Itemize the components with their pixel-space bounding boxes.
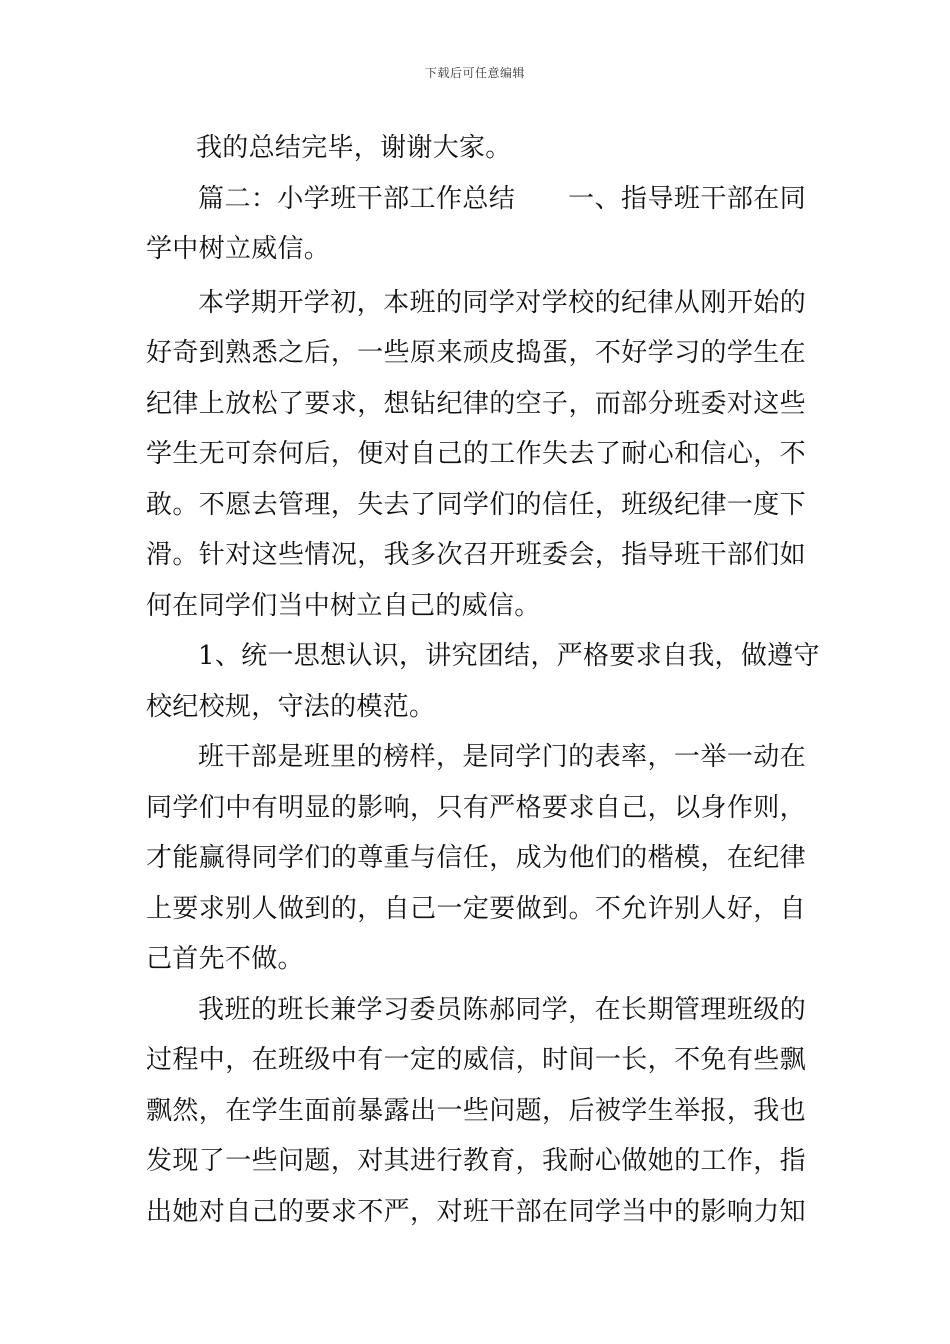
paragraph-line: 纪律上放松了要求，想钻纪律的空子，而部分班委对这些 <box>146 388 806 419</box>
paragraph-line: 学生无可奈何后，便对自己的工作失去了耐心和信心，不 <box>146 439 806 469</box>
paragraph-line: 班干部是班里的榜样，是同学门的表率，一举一动在 <box>198 742 806 772</box>
paragraph-line: 好奇到熟悉之后，一些原来顽皮捣蛋，不好学习的学生在 <box>146 338 806 368</box>
paragraph-line: 出她对自己的要求不严，对班干部在同学当中的影响力知 <box>146 1196 806 1227</box>
paragraph-line: 敢。不愿去管理，失去了同学们的信任，班级纪律一度下 <box>146 489 806 520</box>
paragraph-line: 上要求别人做到的，自己一定要做到。不允许别人好，自 <box>146 893 806 924</box>
paragraph-line: 校纪校规，守法的模范。 <box>146 691 436 722</box>
document-body <box>146 128 820 1242</box>
paragraph-line: 同学们中有明显的影响，只有严格要求自己，以身作则， <box>146 792 806 823</box>
paragraph-line: 飘然，在学生面前暴露出一些问题，后被学生举报，我也 <box>146 1095 806 1126</box>
paragraph-line: 篇二：小学班干部工作总结 一、指导班干部在同 <box>198 183 806 214</box>
paragraph-line: 发现了一些问题，对其进行教育，我耐心做她的工作，指 <box>146 1146 806 1176</box>
paragraph-line: 我的总结完毕，谢谢大家。 <box>196 133 512 163</box>
paragraph-line: 本学期开学初，本班的同学对学校的纪律从刚开始的 <box>198 287 806 318</box>
paragraph-line: 己首先不做。 <box>146 944 304 974</box>
paragraph-line: 滑。针对这些情况，我多次召开班委会，指导班干部们如 <box>146 540 806 570</box>
page-header-note: 下载后可任意编辑 <box>424 66 525 80</box>
paragraph-line: 才能赢得同学们的尊重与信任，成为他们的楷模，在纪律 <box>146 843 806 873</box>
paragraph-line: 我班的班长兼学习委员陈郝同学，在长期管理班级的 <box>198 994 806 1025</box>
paragraph-line: 学中树立威信。 <box>146 234 331 264</box>
paragraph-line: 何在同学们当中树立自己的威信。 <box>146 590 541 621</box>
paragraph-line: 过程中，在班级中有一定的威信，时间一长，不免有些飘 <box>146 1045 806 1075</box>
paragraph-line: 1、统一思想认识，讲究团结，严格要求自我，做遵守 <box>198 641 820 671</box>
